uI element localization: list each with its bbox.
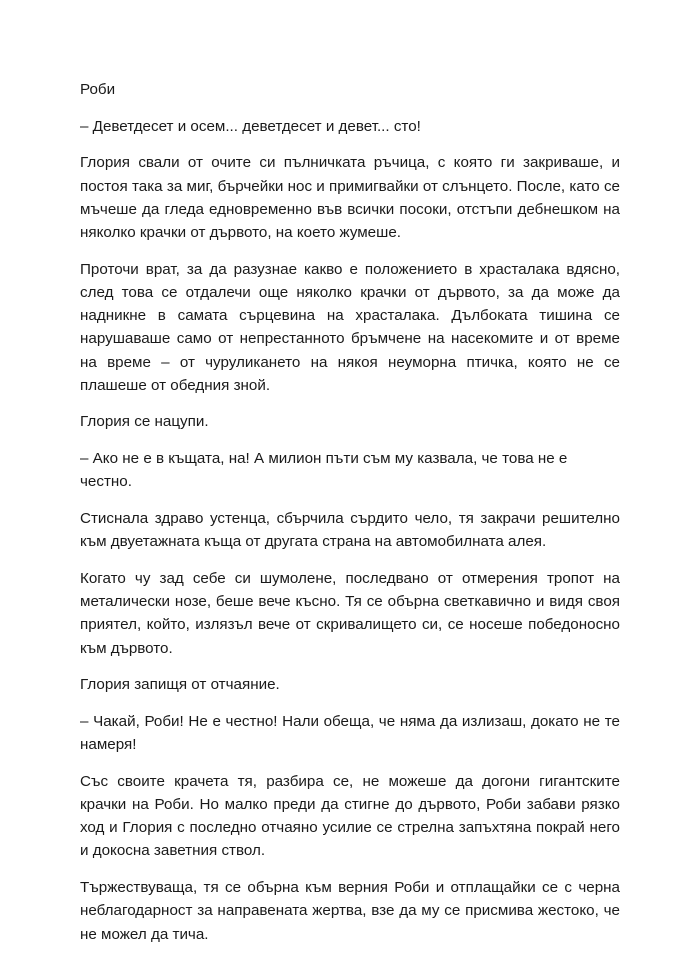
document-title: Роби [80,81,116,98]
paragraph-3: Проточи врат, за да разузнае какво е положението в храсталака вдясно, след това се отдалечи още няколко крачки от дървото, за да може да надникне в самата сърцевина на храсталака. Дълбоката тишина се нарушаваше само от непрестанното бръмчене на насекомите и от време на време – от чуруликането на някоя неуморна птичка, която не се плашеше от обедния зной. [80,260,620,394]
paragraph-8: Глория запищя от отчаяние. [80,676,280,694]
paragraph-6: Стиснала здраво устенца, сбърчила сърдито чело, тя закрачи решително към двуетажната къща от другата страна на автомобилната алея. [80,510,620,551]
paragraph-4: Глория се нацупи. [80,413,209,431]
paragraph-2: Глория свали от очите си пълничката ръчица, с която ги закриваше, и постоя така за миг, бърчейки нос и примигвайки от слънцето. После, като се мъчеше да гледа едновременно във всички посоки, отстъпи дебнешком на няколко крачки от дървото, на което жумеше. [80,154,620,242]
paragraph-11: Тържествуваща, тя се обърна към верния Роби и отплащайки се с черна неблагодарност за направената жертва, взе да му се присмива жестоко, че не можел да тича. [80,879,620,943]
paragraph-1: – Деветдесет и осем... деветдесет и девет... сто! [80,117,421,135]
paragraph-10: Със своите крачета тя, разбира се, не можеше да догони гигантските крачки на Роби. Но малко преди да стигне до дървото, Роби забави рязко ход и Глория с последно отчаяно усилие се стрелна запъхтяна покрай него и докосна заветния ствол. [80,772,620,860]
paragraph-9: – Чакай, Роби! Не е честно! Нали обеща, че няма да излизаш, докато не те намеря! [80,712,620,754]
paragraph-5: – Ако не е в къщата, на! А милион пъти съм му казвала, че това не е честно. [80,450,568,491]
paragraph-7: Когато чу зад себе си шумолене, последвано от отмерения тропот на металически нозе, беше вече късно. Тя се обърна светкавично и видя своя приятел, който, излязъл вече от скривалището си, се носеше победоносно към дървото. [80,569,620,657]
document-body [80,78,620,959]
